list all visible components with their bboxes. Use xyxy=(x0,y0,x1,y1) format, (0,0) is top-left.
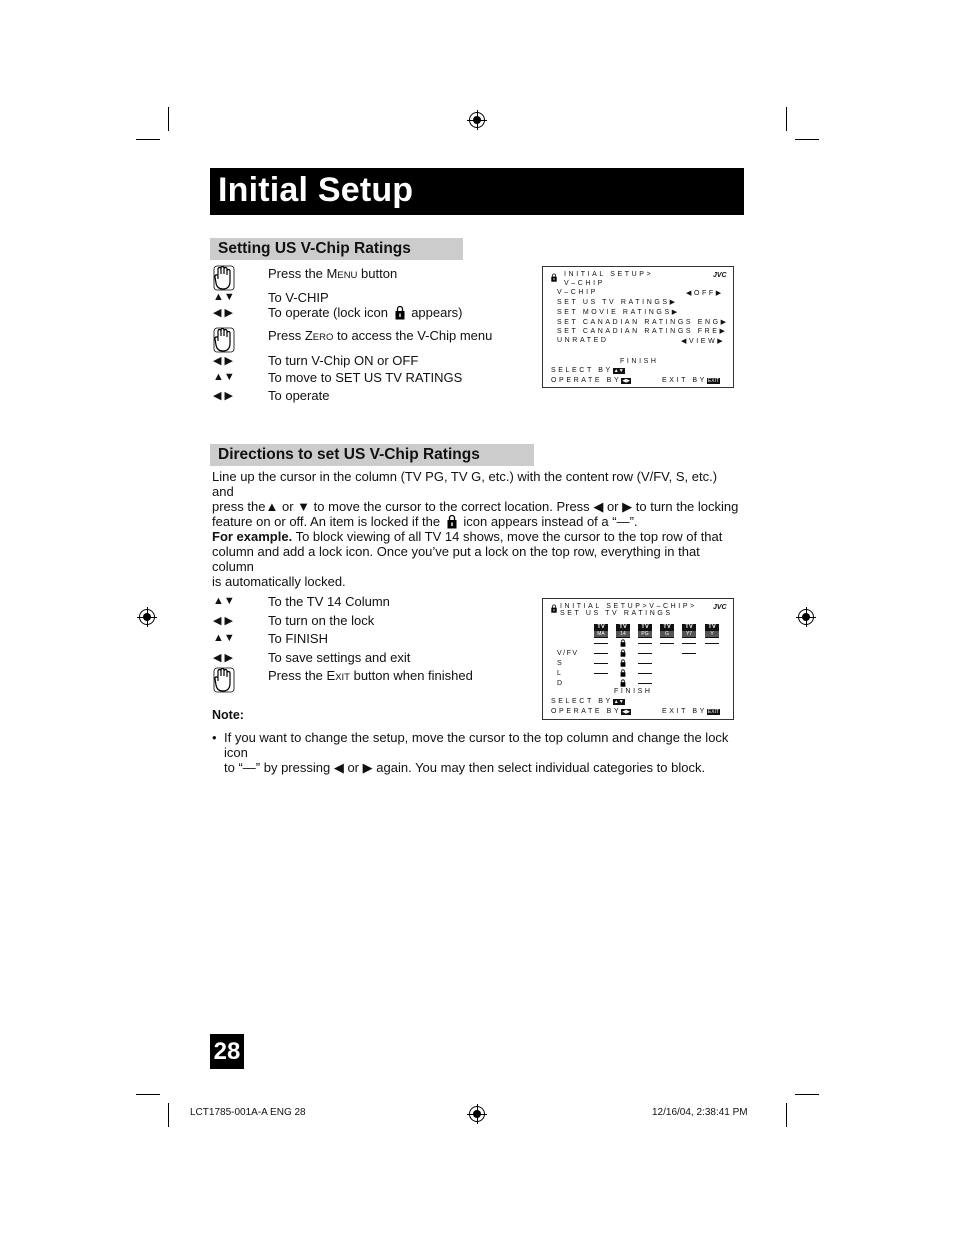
text: or xyxy=(347,760,360,775)
example-label: For example. xyxy=(212,529,293,544)
osd-exit xyxy=(662,377,720,384)
left-right-arrows-icon: ◀▶ xyxy=(622,709,630,715)
down-arrow-icon: ▼ xyxy=(297,499,311,514)
osd-exit xyxy=(662,708,720,715)
step-press-exit xyxy=(268,668,473,683)
content-row-label: L xyxy=(557,670,564,677)
rating-dash xyxy=(682,653,696,654)
osd-row: SET MOVIE RATINGS▶ xyxy=(557,309,680,316)
section-heading-directions: Directions to set US V-Chip Ratings xyxy=(210,444,534,466)
page-title-bar xyxy=(210,168,744,215)
tv-rating-column xyxy=(705,624,719,638)
osd-operate-label: OPERATE BY xyxy=(551,708,622,715)
rating-dash xyxy=(594,673,608,674)
osd-finish: FINISH xyxy=(620,358,659,365)
hand-icon xyxy=(213,265,235,291)
step-text: To operate (lock icon xyxy=(268,305,388,320)
text: to turn the locking xyxy=(635,499,739,514)
tv-label: TV xyxy=(619,624,627,630)
content-row-label: S xyxy=(557,660,565,667)
step-text-smallcaps: ENU xyxy=(337,270,358,281)
osd-operate xyxy=(551,708,631,715)
step-press-menu xyxy=(268,266,397,281)
tv-label: TV xyxy=(708,624,716,630)
page-number: 28 xyxy=(210,1034,244,1069)
right-arrow-icon: ▶ xyxy=(362,760,373,775)
tv-label: TV xyxy=(663,624,671,630)
osd-operate xyxy=(551,377,631,384)
crop-mark xyxy=(786,107,787,131)
text: To block viewing of all TV 14 shows, move the cursor to the top row of that xyxy=(292,529,723,544)
left-right-arrows-icon: ◀▶ xyxy=(622,378,630,384)
up-arrow-icon: ▲ xyxy=(265,499,279,514)
step-text: Press the E xyxy=(268,668,336,683)
rating-dash xyxy=(705,643,719,644)
example-line xyxy=(212,529,742,544)
tv-label: TV xyxy=(641,624,649,630)
tv-rating-column xyxy=(660,624,674,638)
lock-icon xyxy=(620,639,626,647)
footer-timestamp: 12/16/04, 2:38:41 PM xyxy=(652,1107,748,1118)
osd-header: INITIAL SETUP>V–CHIP> xyxy=(560,603,697,610)
step-text-smallcaps: XIT xyxy=(335,672,350,683)
osd-row: SET US TV RATINGS▶ xyxy=(557,299,678,306)
content-row-label: D xyxy=(557,680,565,687)
crop-mark xyxy=(136,139,160,140)
crop-mark xyxy=(795,139,819,140)
osd-subheader: V–CHIP xyxy=(564,280,605,287)
osd-select-label: SELECT BY xyxy=(551,367,613,374)
step-turn-vchip: To turn V-Chip ON or OFF xyxy=(268,353,419,368)
rating-label: G xyxy=(660,631,674,637)
text: press the xyxy=(212,499,266,514)
lock-icon xyxy=(620,679,626,687)
hand-icon xyxy=(213,327,235,353)
note-label: Note: xyxy=(212,708,244,722)
example-line: column and add a lock icon. Once you’ve put a lock on the top row, everything in that column xyxy=(212,544,700,574)
up-down-arrows-icon: ▲▼ xyxy=(213,371,235,383)
directions-line xyxy=(212,514,742,529)
tv-label: TV xyxy=(685,624,693,630)
left-right-arrows-icon: ◀ ▶ xyxy=(213,615,233,627)
step-text: Press the M xyxy=(268,266,338,281)
registration-mark-icon xyxy=(469,1106,485,1122)
registration-mark-icon xyxy=(798,609,814,625)
crop-mark xyxy=(795,1094,819,1095)
left-arrow-icon: ◀ xyxy=(593,499,604,514)
lock-icon xyxy=(620,669,626,677)
step-to-operate-lock xyxy=(268,305,463,320)
osd-row-value: ◀VIEW▶ xyxy=(681,338,726,345)
text: again. You may then select individual categories to block. xyxy=(376,760,706,775)
step-text-smallcaps: ERO xyxy=(312,332,334,343)
text: feature on or off. An item is locked if the xyxy=(212,514,441,529)
step-text: to access the V-Chip menu xyxy=(333,328,493,343)
lock-icon xyxy=(551,273,557,282)
section-heading-setting: Setting US V-Chip Ratings xyxy=(210,238,463,260)
step-text: button when finished xyxy=(349,668,473,683)
crop-mark xyxy=(168,1103,169,1127)
rating-label: PG xyxy=(638,631,652,637)
rating-dash xyxy=(594,663,608,664)
rating-label: 14 xyxy=(616,631,630,637)
osd-vchip-menu xyxy=(542,266,734,388)
directions-paragraph xyxy=(212,469,742,529)
osd-row-value: ◀OFF▶ xyxy=(686,290,724,297)
tv-rating-column xyxy=(616,624,630,638)
step-to-vchip: To V-CHIP xyxy=(268,290,329,305)
step-to-finish: To FINISH xyxy=(268,631,328,646)
note-text xyxy=(224,730,744,775)
example-line: is automatically locked. xyxy=(212,574,346,589)
lock-icon xyxy=(395,305,405,320)
osd-subheader: SET US TV RATINGS xyxy=(560,610,673,617)
osd-exit-label: EXIT BY xyxy=(662,708,707,715)
rating-dash xyxy=(638,673,652,674)
jvc-logo: JVC xyxy=(713,604,727,611)
left-arrow-icon: ◀ xyxy=(333,760,344,775)
osd-select xyxy=(551,367,625,374)
rating-dash xyxy=(638,653,652,654)
lock-icon xyxy=(620,659,626,667)
registration-mark-icon xyxy=(139,609,155,625)
note-bullet: • xyxy=(212,730,217,745)
osd-select-label: SELECT BY xyxy=(551,698,613,705)
left-right-arrows-icon: ◀ ▶ xyxy=(213,390,233,402)
page-title: Initial Setup xyxy=(218,171,414,209)
step-tv14-column: To the TV 14 Column xyxy=(268,594,390,609)
step-to-operate: To operate xyxy=(268,388,330,403)
exit-key-icon: EXIT xyxy=(707,709,720,715)
tv-rating-column xyxy=(594,624,608,638)
osd-us-tv-ratings xyxy=(542,598,734,720)
text: or xyxy=(281,499,294,514)
rating-dash xyxy=(682,643,696,644)
registration-mark-icon xyxy=(469,112,485,128)
step-turn-on-lock: To turn on the lock xyxy=(268,613,375,628)
step-text: Press Z xyxy=(268,328,313,343)
tv-label: TV xyxy=(597,624,605,630)
note-line xyxy=(224,760,744,775)
up-down-arrows-icon: ▲▼ xyxy=(213,595,235,607)
lock-icon xyxy=(551,604,557,613)
step-move-us-ratings: To move to SET US TV RATINGS xyxy=(268,370,463,385)
rating-dash xyxy=(638,663,652,664)
osd-row: UNRATED xyxy=(557,337,609,344)
text: icon appears instead of a “—”. xyxy=(463,514,638,529)
lock-icon xyxy=(620,649,626,657)
up-down-arrows-icon: ▲▼ xyxy=(213,632,235,644)
exit-key-icon: EXIT xyxy=(707,378,720,384)
rating-dash xyxy=(660,643,674,644)
left-right-arrows-icon: ◀ ▶ xyxy=(213,652,233,664)
up-down-arrows-icon: ▲▼ xyxy=(613,699,624,705)
text: or xyxy=(606,499,619,514)
tv-rating-column xyxy=(638,624,652,638)
hand-icon xyxy=(213,667,235,693)
osd-select xyxy=(551,698,625,705)
jvc-logo: JVC xyxy=(713,272,727,279)
content-row-label: V/FV xyxy=(557,650,579,657)
rating-label: Y7 xyxy=(682,631,696,637)
step-press-zero xyxy=(268,328,492,343)
rating-label: MA xyxy=(594,631,608,637)
osd-header: INITIAL SETUP> xyxy=(564,271,654,278)
rating-dash xyxy=(638,683,652,684)
right-arrow-icon: ▶ xyxy=(622,499,633,514)
lock-icon xyxy=(447,514,457,529)
step-save-exit: To save settings and exit xyxy=(268,650,411,665)
up-down-arrows-icon: ▲▼ xyxy=(213,291,235,303)
up-down-arrows-icon: ▲▼ xyxy=(613,368,624,374)
text: to move the cursor to the correct location. Press xyxy=(313,499,590,514)
rating-dash xyxy=(594,653,608,654)
rating-dash xyxy=(638,643,652,644)
rating-dash xyxy=(594,643,608,644)
osd-row: SET CANADIAN RATINGS ENG▶ xyxy=(557,319,729,326)
left-right-arrows-icon: ◀ ▶ xyxy=(213,355,233,367)
directions-line: Line up the cursor in the column (TV PG, TV G, etc.) with the content row (V/FV, S, etc.) and xyxy=(212,469,718,499)
osd-operate-label: OPERATE BY xyxy=(551,377,622,384)
left-right-arrows-icon: ◀ ▶ xyxy=(213,307,233,319)
note-line: If you want to change the setup, move the cursor to the top column and change the lock icon xyxy=(224,730,729,760)
osd-row: SET CANADIAN RATINGS FRE▶ xyxy=(557,328,728,335)
directions-line xyxy=(212,499,742,514)
crop-mark xyxy=(786,1103,787,1127)
step-text: appears) xyxy=(411,305,463,320)
osd-finish: FINISH xyxy=(614,688,653,695)
example-paragraph xyxy=(212,529,742,589)
tv-rating-column xyxy=(682,624,696,638)
osd-exit-label: EXIT BY xyxy=(662,377,707,384)
step-text: button xyxy=(357,266,398,281)
crop-mark xyxy=(136,1094,160,1095)
rating-label: Y xyxy=(705,631,719,637)
text: to “—” by pressing xyxy=(224,760,331,775)
crop-mark xyxy=(168,107,169,131)
footer-doc-id: LCT1785-001A-A ENG 28 xyxy=(190,1107,306,1118)
osd-row: V–CHIP xyxy=(557,289,598,296)
